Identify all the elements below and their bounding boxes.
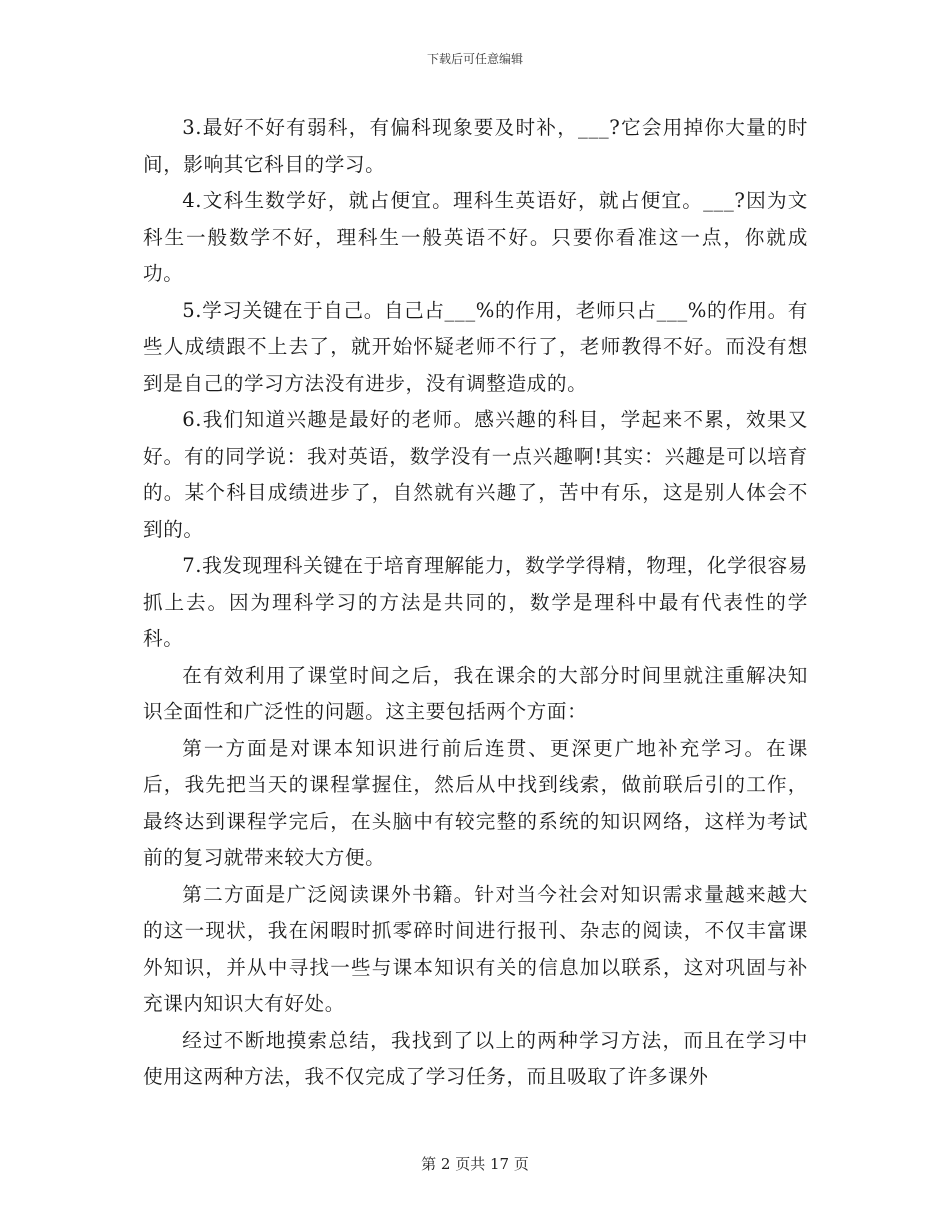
- paragraph-conclusion: 经过不断地摸索总结，我找到了以上的两种学习方法，而且在学习中使用这两种方法，我不仅完成了学习任务，而且吸取了许多课外: [143, 1028, 808, 1088]
- page-footer: 第 2 页共 17 页: [421, 1155, 529, 1173]
- paragraph-aspect-two: 第二方面是广泛阅读课外书籍。针对当今社会对知识需求量越来越大的这一现状，我在闲暇时抓零碎时间进行报刊、杂志的阅读，不仅丰富课外知识，并从中寻找一些与课本知识有关的信息加以联系，这对巩固与补充课内知识大有好处。: [143, 882, 808, 1015]
- paragraph-item-7: 7.我发现理科关键在于培育理解能力，数学学得精，物理，化学很容易抓上去。因为理科学习的方法是共同的，数学是理科中最有代表性的学科。: [143, 554, 808, 650]
- paragraph-aspect-one: 第一方面是对课本知识进行前后连贯、更深更广地补充学习。在课后，我先把当天的课程掌握住，然后从中找到线索，做前联后引的工作，最终达到课程学完后，在头脑中有较完整的系统的知识网络，这样为考试前的复习就带来较大方便。: [143, 736, 808, 869]
- page-header: 下载后可任意编辑: [426, 52, 523, 66]
- document-body: [143, 110, 808, 1096]
- paragraph-item-6: 6.我们知道兴趣是最好的老师。感兴趣的科目，学起来不累，效果又好。有的同学说：我对英语，数学没有一点兴趣啊!其实：兴趣是可以培育的。某个科目成绩进步了，自然就有兴趣了，苦中有乐，这是别人体会不到的。: [143, 408, 808, 541]
- paragraph-item-3: 3.最好不好有弱科，有偏科现象要及时补，___?它会用掉你大量的时间，影响其它科目的学习。: [143, 116, 808, 176]
- paragraph-intro: 在有效利用了课堂时间之后，我在课余的大部分时间里就注重解决知识全面性和广泛性的问题。这主要包括两个方面：: [143, 663, 808, 723]
- paragraph-item-5: 5.学习关键在于自己。自己占___%的作用，老师只占___%的作用。有些人成绩跟不上去了，就开始怀疑老师不行了，老师教得不好。而没有想到是自己的学习方法没有进步，没有调整造成的。: [143, 298, 808, 395]
- paragraph-item-4: 4.文科生数学好，就占便宜。理科生英语好，就占便宜。___?因为文科生一般数学不好，理科生一般英语不好。只要你看准这一点，你就成功。: [143, 189, 808, 285]
